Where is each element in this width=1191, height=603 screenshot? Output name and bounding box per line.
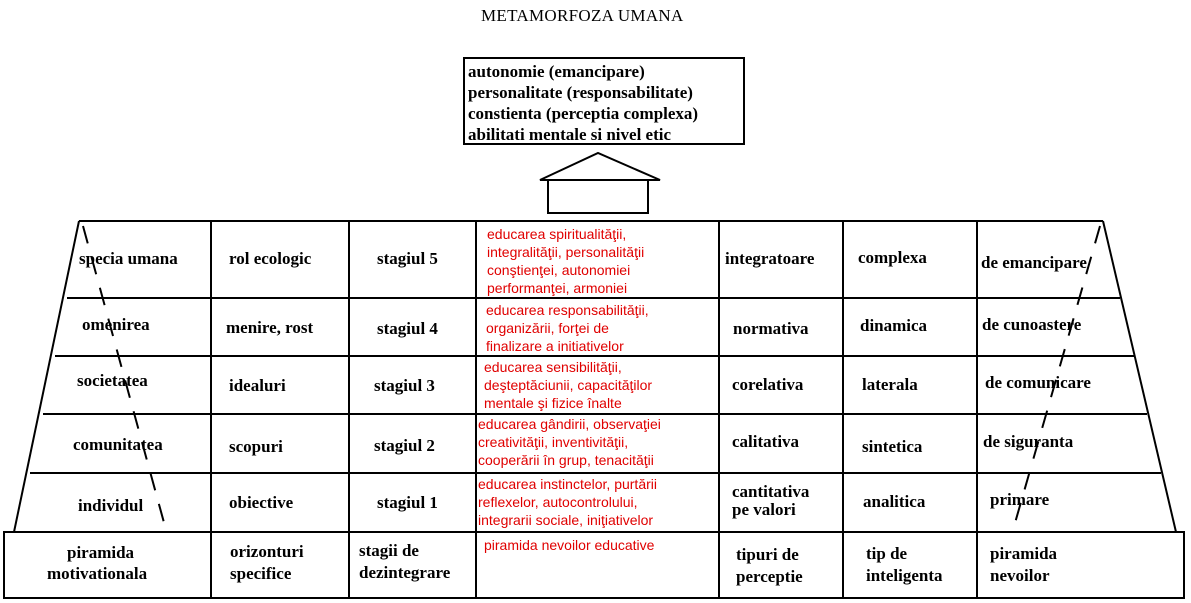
footer-label-line: dezintegrare [359,563,451,582]
motivation-cell: specia umana [79,249,178,268]
intelligence-cell: laterala [862,375,918,394]
footer-label-line: stagii de [359,541,419,560]
stage-cell: stagiul 5 [377,249,438,268]
education-line: educarea spiritualităţii, [487,226,627,242]
summary-box [463,57,745,145]
needs-cell: de siguranta [983,432,1074,451]
horizon-cell: scopuri [229,437,283,456]
footer-label-line: motivationala [47,564,148,583]
footer-label-line: piramida [990,544,1058,563]
diagram-title: METAMORFOZA UMANA [481,6,684,25]
intelligence-cell: analitica [863,492,926,511]
pyramid-left-edge [14,221,79,532]
house-body [548,180,648,213]
stage-cell: stagiul 3 [374,376,435,395]
summary-line: constienta (perceptia complexa) [468,104,699,123]
summary-line: autonomie (emancipare) [468,62,645,81]
horizon-cell: rol ecologic [229,249,312,268]
house-roof [540,153,660,180]
intelligence-cell: dinamica [860,316,928,335]
footer-label-line: perceptie [736,567,803,586]
education-line: integralităţii, personalităţii [487,244,645,260]
education-line: integrarii sociale, iniţiativelor [478,512,654,528]
needs-cell: de comunicare [985,373,1091,392]
perception-cell: normativa [733,319,809,338]
stage-cell: stagiul 2 [374,436,435,455]
horizon-cell: idealuri [229,376,286,395]
summary-line: personalitate (responsabilitate) [468,83,693,102]
motivation-cell: comunitatea [73,435,163,454]
footer-label-line: orizonturi [230,542,304,561]
education-line: educarea responsabilităţii, [486,302,649,318]
perception-cell: integratoare [725,249,815,268]
summary-line: abilitati mentale si nivel etic [468,125,672,144]
education-line: cooperării în grup, tenacităţii [478,452,654,468]
needs-cell: primare [990,490,1050,509]
stage-cell: stagiul 1 [377,493,438,512]
education-line: educarea gândirii, observaţiei [478,416,661,432]
horizon-cell: menire, rost [226,318,314,337]
needs-cell: de cunoastere [982,315,1082,334]
perception-cell: corelativa [732,375,804,394]
motivation-cell: individul [78,496,144,515]
footer-label-line: piramida nevoilor educative [484,537,655,553]
intelligence-cell: sintetica [862,437,923,456]
footer-label-line: tipuri de [736,545,799,564]
perception-cell: cantitativa [732,482,810,501]
education-line: organizării, forţei de [486,320,609,336]
footer-label-line: inteligenta [866,566,943,585]
perception-cell: calitativa [732,432,800,451]
horizon-cell: obiective [229,493,294,512]
education-line: mentale şi fizice înalte [484,395,622,411]
education-line: deşteptăciunii, capacităţilor [484,377,653,393]
pyramid-right-edge [1103,221,1176,532]
education-line: finalizare a initiativelor [486,338,624,354]
footer-label-line: tip de [866,544,908,563]
footer-label-line: piramida [67,543,135,562]
footer-label-line: specifice [230,564,292,583]
education-line: conştienţei, autonomiei [487,262,631,278]
education-line: educarea instinctelor, purtării [478,476,657,492]
education-line: creativităţii, inventivităţii, [478,434,629,450]
education-line: performanţei, armoniei [487,280,628,296]
footer-label-line: nevoilor [990,566,1050,585]
motivation-cell: omenirea [82,315,150,334]
motivation-cell: societatea [77,371,148,390]
needs-cell: de emancipare [981,253,1087,272]
stage-cell: stagiul 4 [377,319,438,338]
intelligence-cell: complexa [858,248,927,267]
education-line: reflexelor, autocontrolului, [478,494,638,510]
perception-cell: pe valori [732,500,796,519]
education-line: educarea sensibilităţii, [484,359,622,375]
